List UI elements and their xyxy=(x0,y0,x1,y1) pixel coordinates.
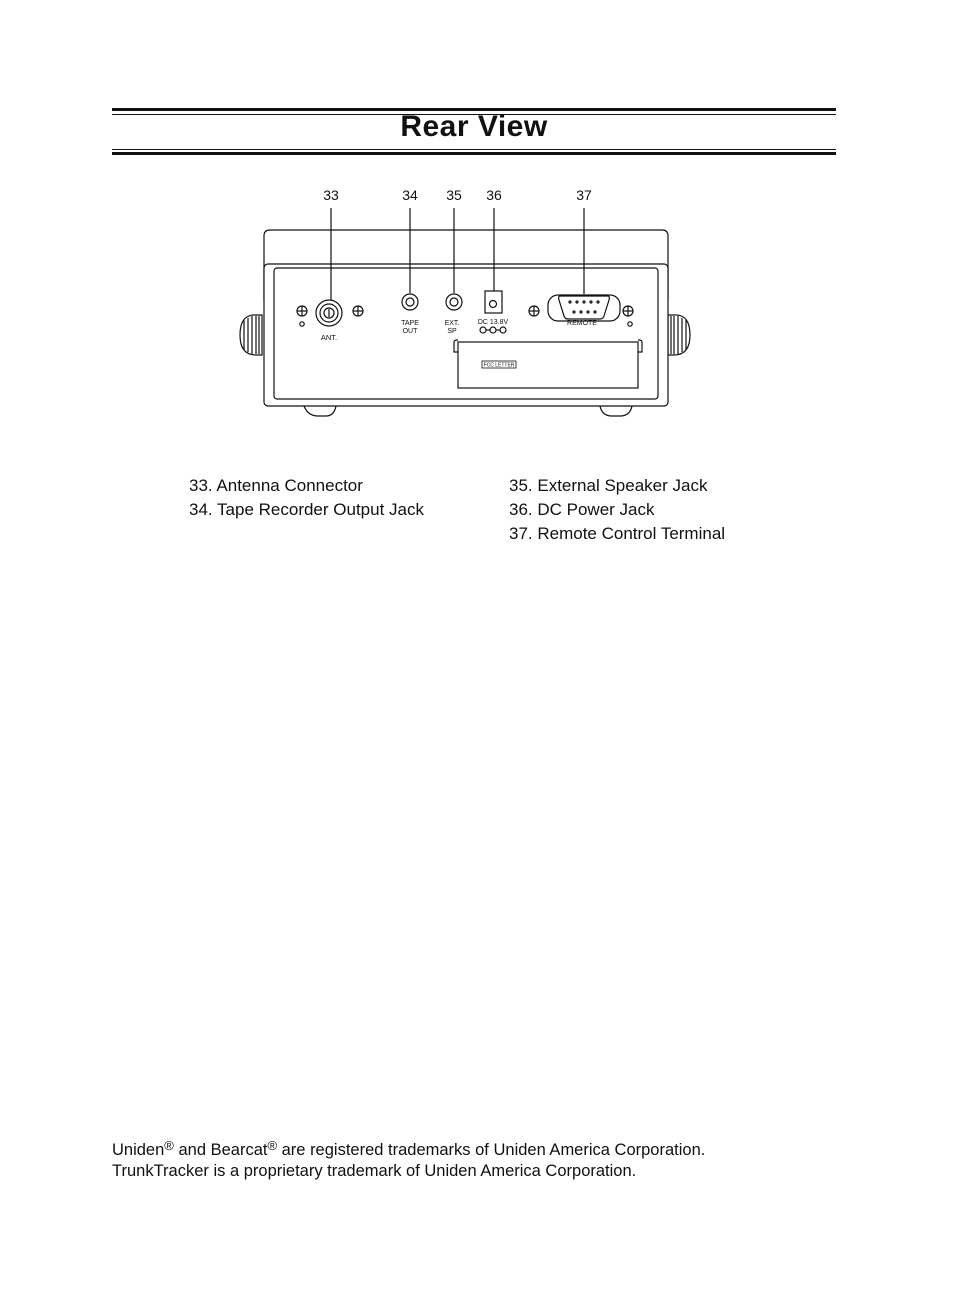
rear-view-diagram xyxy=(230,180,700,425)
title-rule-bottom-thin xyxy=(112,149,836,150)
legend-item-35: 35. External Speaker Jack xyxy=(509,476,708,495)
uniden-text: Uniden xyxy=(112,1141,165,1159)
callout-33: 33 xyxy=(323,187,339,203)
label-ext-2: SP xyxy=(447,328,457,335)
label-ant: ANT. xyxy=(320,333,338,342)
left-knob-icon xyxy=(240,315,262,355)
right-knob-icon xyxy=(668,315,690,355)
trademark-line-1 xyxy=(112,1138,706,1160)
callout-35: 35 xyxy=(446,187,462,203)
screw-icon xyxy=(529,306,539,316)
legend-item-36: 36. DC Power Jack xyxy=(509,500,655,519)
registered-mark: ® xyxy=(267,1138,278,1153)
legend-item-34: 34. Tape Recorder Output Jack xyxy=(189,500,424,519)
callout-34: 34 xyxy=(402,187,418,203)
right-foot xyxy=(600,406,632,416)
label-fcc: FCC LETTER xyxy=(483,362,515,369)
screw-icon xyxy=(623,306,633,316)
legend-item-37: 37. Remote Control Terminal xyxy=(509,524,726,543)
trademark-line-2: TrunkTracker is a proprietary trademark of Uniden America Corporation. xyxy=(112,1162,637,1180)
screw-icon xyxy=(297,306,307,316)
callout-36: 36 xyxy=(486,187,502,203)
bearcat-text: and Bearcat xyxy=(173,1141,268,1159)
screw-icon xyxy=(353,306,363,316)
label-tape-1: TAPE xyxy=(401,320,419,327)
registered-mark: ® xyxy=(164,1138,174,1153)
trademark-rest-text: are registered trademarks of Uniden America Corporation. xyxy=(277,1141,706,1159)
antenna-connector-icon xyxy=(316,300,342,326)
page-title: Rear View xyxy=(400,110,548,143)
label-ext-1: EXT. xyxy=(444,320,460,327)
label-tape-2: OUT xyxy=(402,328,418,335)
label-remote: REMOTE xyxy=(567,320,597,327)
left-foot xyxy=(304,406,336,416)
title-rule-bottom-thick xyxy=(112,152,836,155)
callout-37: 37 xyxy=(576,187,592,203)
legend-item-33: 33. Antenna Connector xyxy=(189,476,363,495)
label-dc: DC 13.8V xyxy=(477,319,509,326)
